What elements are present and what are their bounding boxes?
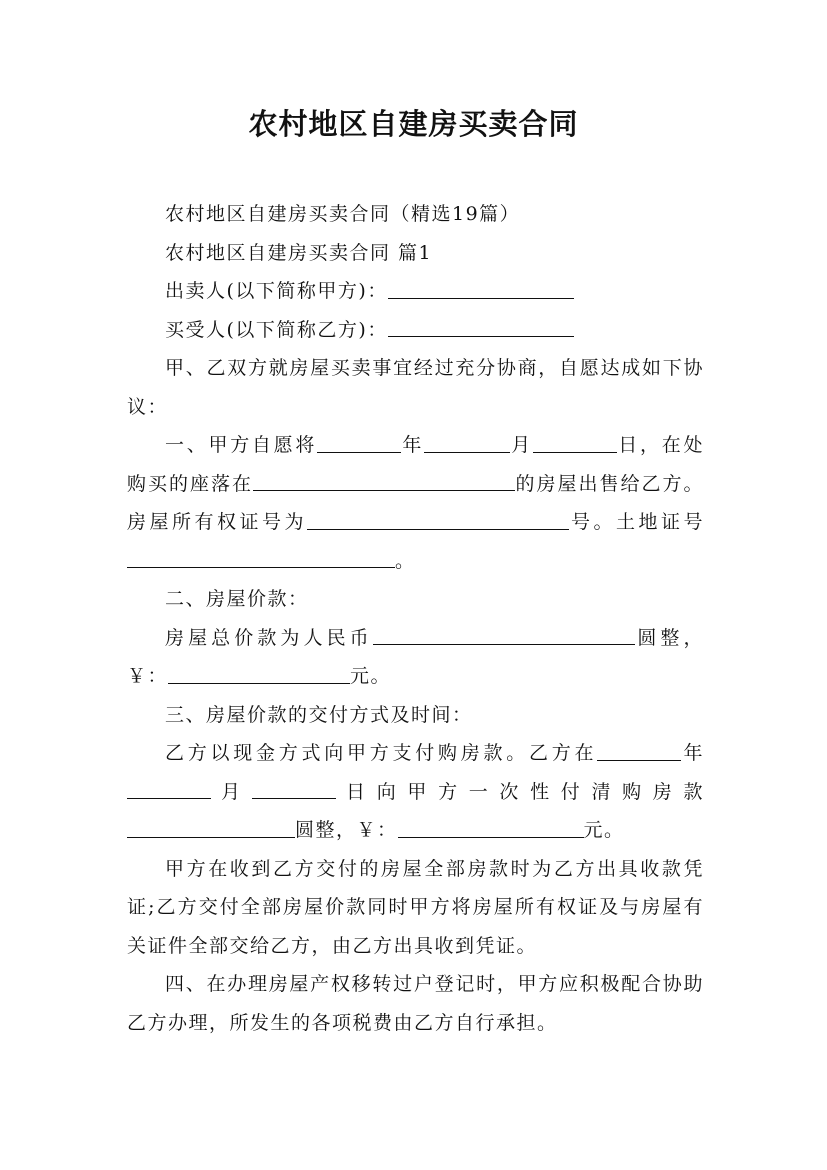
clause-2-heading: 二、房屋价款： [165, 588, 309, 610]
intro-paragraph: 甲、乙双方就房屋买卖事宜经过充分协商，自愿达成如下协议： [127, 357, 704, 418]
clause-1-text-1: 一、甲方自愿将 [165, 434, 318, 456]
pay-year-blank [597, 741, 681, 761]
clause-1 [127, 426, 704, 580]
clause-3-heading: 三、房屋价款的交付方式及时间： [165, 703, 473, 726]
pay-number-blank [398, 818, 584, 838]
document-subtitle: 农村地区自建房买卖合同（精选19篇） [165, 203, 521, 225]
clause-1-text-5: 的房屋出售给乙方。房屋所有权证号为 [127, 472, 704, 533]
clause-2-text-1: 房屋总价款为人民币 [165, 626, 373, 649]
clause-2-text-2: 圆整，￥： [127, 626, 704, 687]
seller-label: 出卖人(以下简称甲方)： [165, 280, 388, 302]
price-number-blank [168, 664, 350, 684]
clause-3-text-6: 元。 [583, 819, 625, 841]
clause-3-text-4: 日向甲方一次性付清购房款 [335, 780, 704, 803]
clause-2 [127, 619, 704, 696]
pay-words-blank [127, 818, 295, 838]
buyer-blank [388, 317, 574, 337]
pay-month-blank [127, 779, 211, 799]
clause-3-receipt: 甲方在收到乙方交付的房屋全部房款时为乙方出具收款凭证;乙方交付全部房屋价款同时甲方将房屋所有权证及与房屋有关证件全部交给乙方，由乙方出具收到凭证。 [127, 857, 704, 957]
clause-3-text-2: 年 [681, 742, 704, 764]
clause-3-text-3: 月 [211, 780, 252, 803]
clause-1-text-3: 月 [510, 434, 534, 456]
buyer-label: 买受人(以下简称乙方)： [165, 318, 388, 341]
ownership-cert-blank [307, 510, 569, 530]
seller-line [127, 272, 704, 311]
day-blank [533, 433, 617, 453]
clause-2-text-3: 元。 [350, 665, 392, 687]
buyer-line [127, 311, 704, 350]
land-cert-blank [127, 548, 395, 568]
clause-1-text-2: 年 [401, 434, 425, 456]
price-words-blank [373, 625, 635, 645]
clause-1-text-4: 日，在处购买的座落在 [127, 434, 704, 495]
seller-blank [388, 279, 574, 299]
pay-day-blank [252, 779, 336, 799]
year-blank [317, 433, 401, 453]
document-title: 农村地区自建房买卖合同 [248, 107, 579, 141]
clause-3-text-5: 圆整，￥： [295, 819, 398, 841]
document-body [127, 195, 704, 1042]
clause-1-text-7: 。 [395, 549, 416, 572]
month-blank [424, 433, 510, 453]
clause-1-text-6: 号。土地证号 [568, 511, 704, 533]
clause-3-text-1: 乙方以现金方式向甲方支付购房款。乙方在 [165, 742, 598, 764]
clause-4: 四、在办理房屋产权移转过户登记时，甲方应积极配合协助乙方办理，所发生的各项税费由乙方自行承担。 [127, 973, 704, 1034]
location-blank [253, 471, 515, 491]
section-heading: 农村地区自建房买卖合同 篇1 [165, 241, 433, 264]
clause-3 [127, 734, 704, 850]
